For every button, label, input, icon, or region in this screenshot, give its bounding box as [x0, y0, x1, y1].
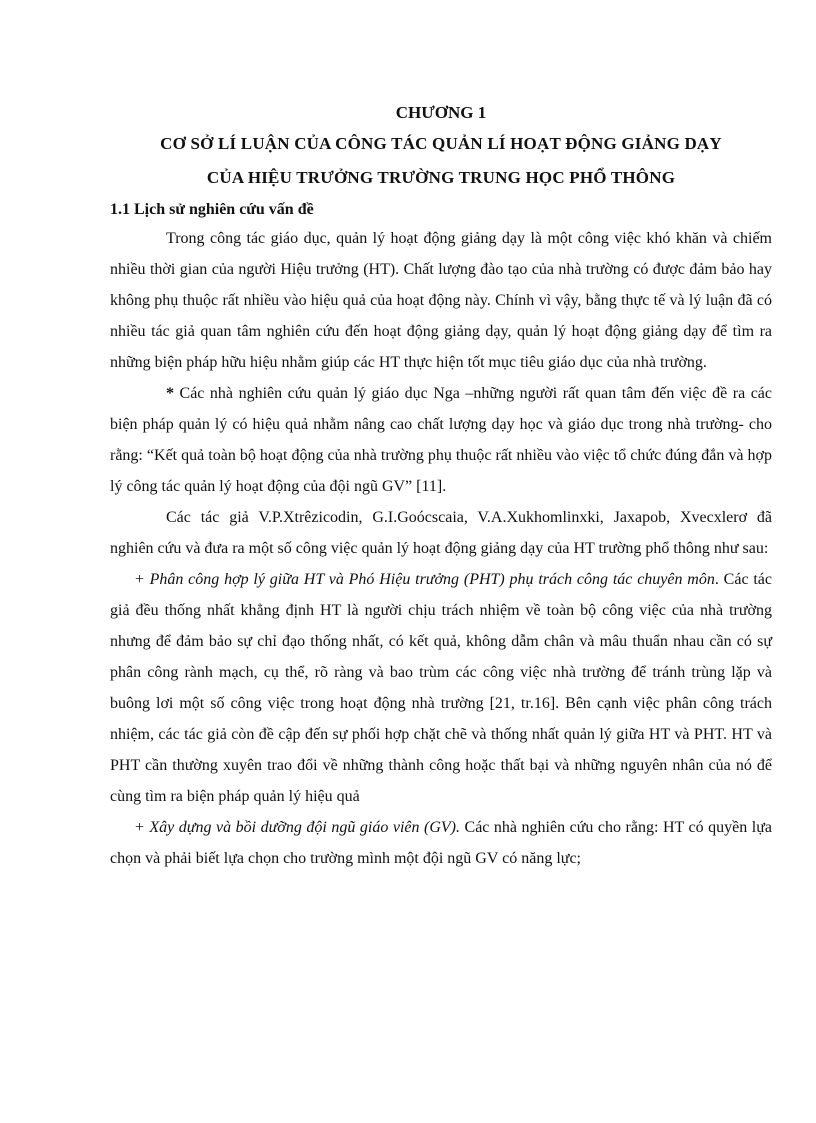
bullet-star: * — [166, 385, 174, 402]
paragraph-5-text: Các nhà nghiên cứu cho rằng: HT có quyền lựa chọn và phải biết lựa chọn cho trường mình một đội ngũ GV có năng lực; — [110, 819, 773, 867]
paragraph-4-italic-lead: + Phân công hợp lý giữa HT và Phó Hiệu trưởng (PHT) phụ trách công tác chuyên môn — [134, 571, 715, 588]
section-heading: 1.1 Lịch sử nghiên cứu vấn đề — [110, 201, 314, 218]
paragraph-5 — [110, 812, 772, 874]
paragraph-4-text: . Các tác giả đều thống nhất khẳng định HT là người chịu trách nhiệm về toàn bộ công việc của nhà trường nhưng để đảm bảo sự chỉ đạo thống nhất, có kết quả, không dẫm chân và mâu thuẩn nhau cần có sự phân công rành mạch, cụ thể, rõ ràng và bao trùm các công việc nhà trường để tránh trùng lặp và buông lơi một số công việc trong hoạt động nhà trường [21, tr.16]. Bên cạnh việc phân công trách nhiệm, các tác giả còn đề cập đến sự phối hợp chặt chẽ và thống nhất quản lý giữa HT và PHT. HT và PHT cần thường xuyên trao đổi về những thành công hoặc thất bại và những nguyên nhân của nó để cùng tìm ra biện pháp quản lý hiệu quả — [110, 571, 772, 805]
paragraph-5-italic-lead: + Xây dựng và bồi dưỡng đội ngũ giáo viên (GV). — [134, 819, 460, 836]
chapter-title-line-1: CƠ SỞ LÍ LUẬN CỦA CÔNG TÁC QUẢN LÍ HOẠT ĐỘNG GIẢNG DẠY — [160, 134, 722, 153]
paragraph-4 — [110, 564, 772, 812]
document-page — [110, 98, 772, 874]
chapter-title-line-2: CỦA HIỆU TRƯỞNG TRƯỜNG TRUNG HỌC PHỔ THÔNG — [206, 168, 676, 187]
paragraph-2-text: Các nhà nghiên cứu quản lý giáo dục Nga –những người rất quan tâm đến việc đề ra các biện pháp quản lý có hiệu quả nhằm nâng cao chất lượng dạy học và giáo dục trong nhà trường- cho rằng: “Kết quả toàn bộ hoạt động của nhà trường phụ thuộc rất nhiều vào việc tổ chức đúng đắn và hợp lý công tác quản lý hoạt động của đội ngũ GV” [11]. — [110, 385, 772, 495]
paragraph-1: Trong công tác giáo dục, quản lý hoạt động giảng dạy là một công việc khó khăn và chiếm nhiều thời gian của người Hiệu trưởng (HT). Chất lượng đào tạo của nhà trường có được đảm bảo hay không phụ thuộc rất nhiều vào hiệu quả của hoạt động này. Chính vì vậy, bằng thực tế và lý luận đã có nhiều tác giả quan tâm nghiên cứu đến hoạt động giảng dạy, quản lý hoạt động giảng dạy để tìm ra những biện pháp hữu hiệu nhằm giúp các HT thực hiện tốt mục tiêu giáo dục của nhà trường. — [110, 230, 772, 371]
paragraph-3: Các tác giả V.P.Xtrêzicodin, G.I.Goócscaia, V.A.Xukhomlinxki, Jaxapob, Xvecxlerơ đã nghiên cứu và đưa ra một số công việc quản lý hoạt động giảng dạy của HT trường phổ thông như sau: — [110, 509, 772, 557]
paragraph-2 — [110, 378, 772, 502]
chapter-label: CHƯƠNG 1 — [395, 103, 487, 122]
